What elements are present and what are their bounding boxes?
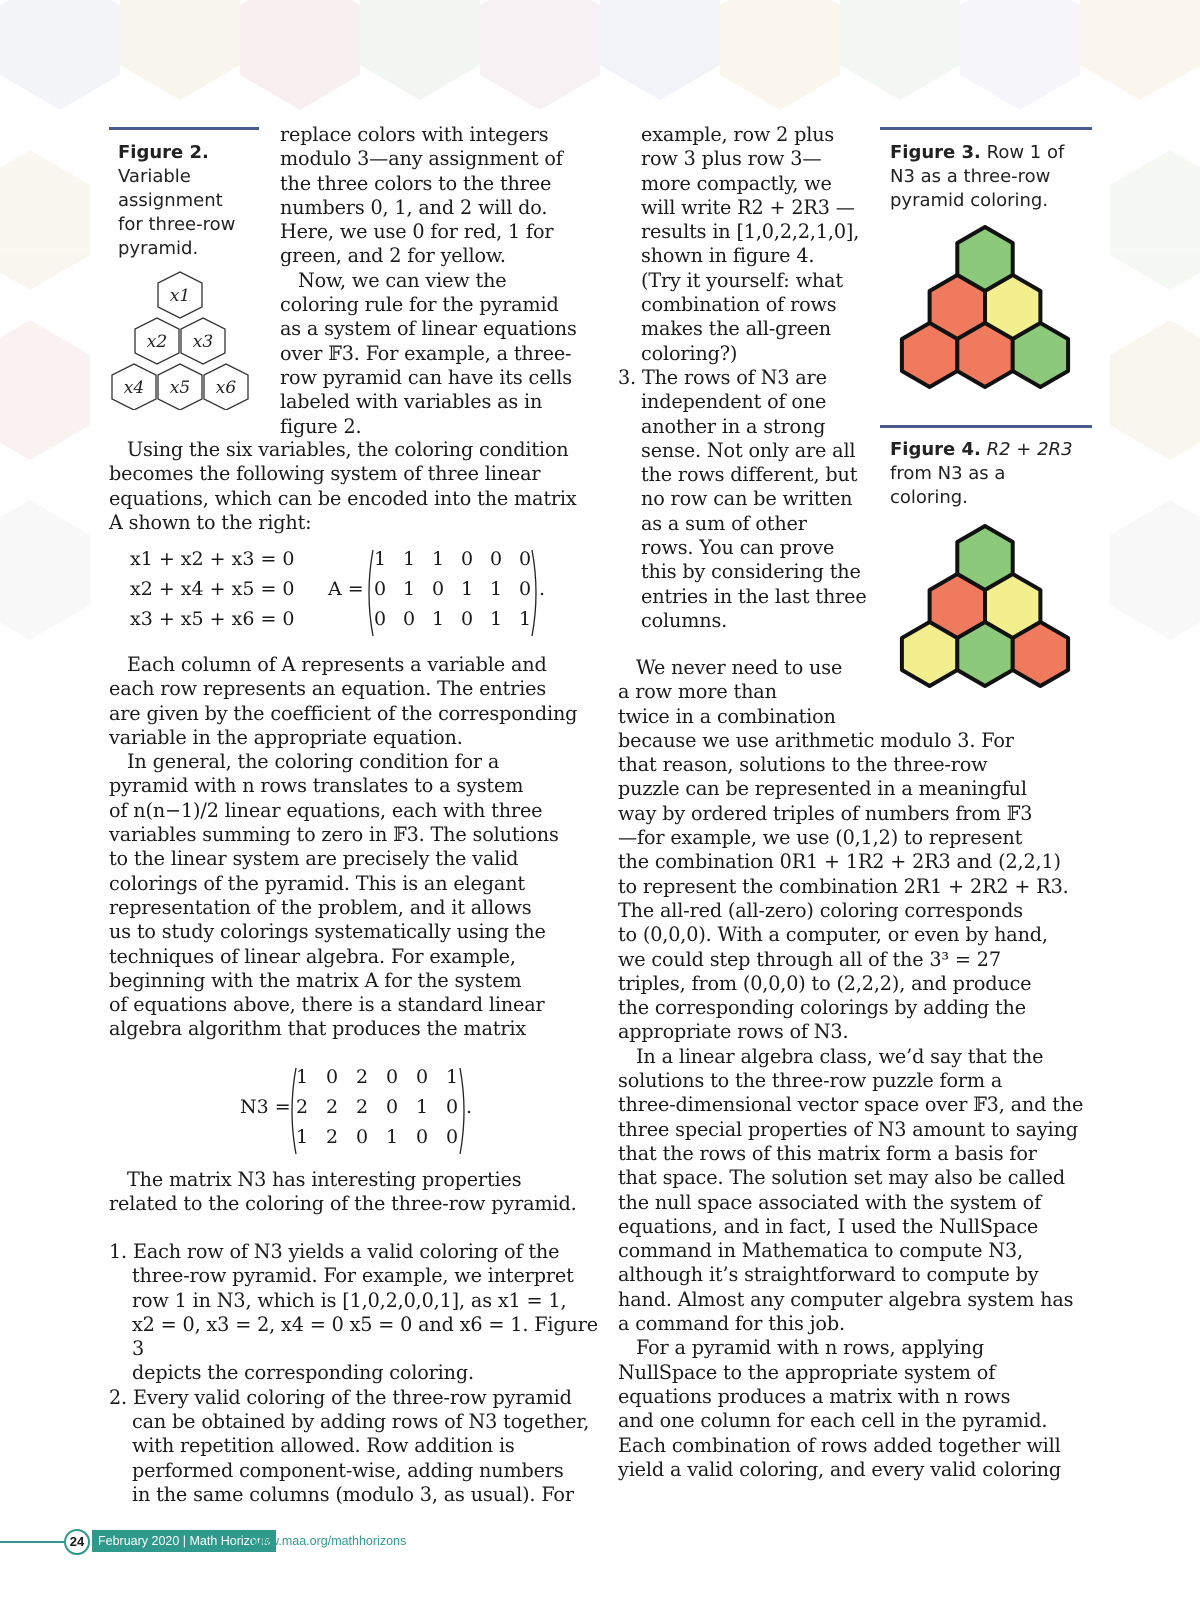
text-line: 1. Each row of N3 yields a valid coloring of the	[109, 1240, 560, 1263]
text-line: row 1 in N3, which is [1,0,2,0,0,1], as x1 = 1,	[132, 1288, 567, 1312]
list-item-2	[109, 1386, 599, 1507]
text-line: rows. You can prove	[641, 536, 835, 560]
cell-label: x5	[169, 378, 191, 398]
figure2-caption-line: for three-row	[118, 214, 236, 235]
text-line: coloring?)	[641, 341, 738, 365]
numbered-list-col1	[109, 1240, 599, 1507]
text-line: In a linear algebra class, we’d say that the	[636, 1044, 1044, 1068]
text-line: yield a valid coloring, and every valid coloring	[618, 1457, 1061, 1481]
text-line: variables summing to zero in 𝔽3. The solutions	[109, 823, 559, 847]
matrix-entry: 1	[431, 608, 445, 630]
matrix-entry: 0	[415, 1066, 429, 1088]
figure4-caption-line: from N3 as a	[890, 463, 1006, 484]
text-line: the rows different, but	[641, 463, 858, 487]
issue-badge	[92, 1530, 276, 1552]
text-line: sense. Not only are all	[641, 438, 856, 462]
matrix-entry: 1	[415, 1096, 429, 1118]
text-line: becomes the following system of three linear	[109, 462, 541, 486]
text-line: we could step through all of the 3³ = 27	[618, 947, 1001, 971]
text-line: are given by the coefficient of the corresponding	[109, 701, 578, 725]
text-line: labeled with variables as in	[280, 390, 543, 414]
page-number-badge	[64, 1529, 90, 1555]
text-line: figure 2.	[280, 414, 362, 438]
matrix-entry: 1	[445, 1066, 459, 1088]
text-line: In general, the coloring condition for a	[127, 750, 500, 774]
figure4-label: Figure 4.	[890, 439, 981, 460]
text-line: Using the six variables, the coloring condition	[127, 438, 569, 461]
matrix-entry: 2	[325, 1126, 339, 1148]
figure3-caption-line: Row 1 of	[986, 142, 1065, 163]
text-line: Here, we use 0 for red, 1 for	[280, 220, 554, 244]
text-line: in the same columns (modulo 3, as usual). For	[132, 1482, 574, 1506]
text-line: entries in the last three	[641, 584, 867, 608]
text-line: equations, and in fact, I used the NullSpace	[618, 1214, 1039, 1238]
page-number: 24	[69, 1534, 85, 1549]
matrix-entry: 1	[373, 548, 387, 570]
col2-never-paragraph	[618, 656, 1098, 1482]
text-line: results in [1,0,2,2,1,0],	[641, 220, 860, 244]
matrix-entry: 1	[402, 548, 416, 570]
text-line: green, and 2 for yellow.	[280, 244, 506, 268]
text-line: variable in the appropriate equation.	[109, 725, 463, 749]
text-line: each row represents an equation. The entries	[109, 677, 547, 701]
text-line: representation of the problem, and it allows	[109, 895, 532, 919]
text-line: independent of one	[641, 390, 827, 414]
text-line: techniques of linear algebra. For example,	[109, 944, 516, 968]
text-line: equations, which can be encoded into the matrix	[109, 486, 577, 510]
text-line: makes the all-green	[641, 317, 831, 341]
text-line: a row more than	[618, 680, 777, 704]
matrix-entry: 2	[325, 1096, 339, 1118]
col2-example-block	[618, 123, 873, 633]
footer-rule	[0, 1541, 64, 1543]
matrix-n3-label: N3 =	[240, 1096, 291, 1118]
text-line: A shown to the right:	[109, 510, 312, 534]
text-line: the three colors to the three	[280, 171, 552, 195]
text-line: numbers 0, 1, and 2 will do.	[280, 195, 548, 219]
equation: x1 + x2 + x3 = 0	[130, 548, 295, 570]
footer-url-link[interactable]: www.maa.org/mathhorizons	[252, 1534, 407, 1548]
matrix-entry: 0	[373, 608, 387, 630]
issue-text: February 2020 | Math Horizons	[98, 1534, 271, 1548]
text-line: will write R2 + 2R3 —	[641, 195, 855, 219]
cell-label: x6	[215, 378, 237, 398]
text-line: algebra algorithm that produces the matrix	[109, 1017, 526, 1041]
col1-matrix-paragraph	[109, 1168, 599, 1217]
text-line: to (0,0,0). With a computer, or even by hand,	[618, 923, 1048, 947]
matrix-entry: 1	[385, 1126, 399, 1148]
matrix-entry: 2	[295, 1096, 309, 1118]
matrix-entry: 0	[518, 548, 532, 570]
text-line: three special properties of N3 amount to saying	[618, 1117, 1078, 1141]
text-line: The all-red (all-zero) coloring corresponds	[618, 898, 1023, 922]
matrix-entry: 0	[402, 608, 416, 630]
text-line: no row can be written	[641, 487, 853, 511]
text-line: The matrix N3 has interesting properties	[127, 1168, 522, 1191]
text-line: the null space associated with the system of	[618, 1190, 1042, 1214]
figure3-caption-line: N3 as a three-row	[890, 166, 1051, 187]
matrix-entry: 0	[385, 1096, 399, 1118]
matrix-entry: 1	[295, 1126, 309, 1148]
figure4-title: R2 + 2R3	[986, 439, 1073, 460]
matrix-entry: 0	[385, 1066, 399, 1088]
matrix-entry: 0	[460, 548, 474, 570]
text-line: because we use arithmetic modulo 3. For	[618, 728, 1014, 752]
text-line: to represent the combination 2R1 + 2R2 + R3.	[618, 874, 1069, 898]
text-line: and one column for each cell in the pyramid.	[618, 1409, 1048, 1433]
matrix-entry: 1	[402, 578, 416, 600]
text-line: of equations above, there is a standard linear	[109, 993, 545, 1017]
text-line: command in Mathematica to compute N3,	[618, 1239, 1023, 1263]
text-line: combination of rows	[641, 293, 837, 317]
text-line: as a system of linear equations	[280, 317, 577, 341]
text-line: with repetition allowed. Row addition is	[132, 1434, 515, 1458]
matrix-entry: 0	[415, 1126, 429, 1148]
text-line: although it’s straightforward to compute by	[618, 1263, 1039, 1287]
matrix-entry: 1	[460, 578, 474, 600]
figure2-caption-line: pyramid.	[118, 238, 199, 259]
equation: x3 + x5 + x6 = 0	[130, 608, 295, 630]
list-item-3	[618, 366, 873, 633]
text-line: depicts the corresponding coloring.	[132, 1361, 474, 1385]
figure4-caption	[890, 438, 1090, 510]
figure2-label: Figure 2.	[118, 142, 209, 163]
text-line: 3. The rows of N3 are	[618, 365, 827, 389]
col1-using-paragraph	[109, 438, 599, 535]
pyramid-cell-red	[902, 323, 957, 387]
figure2-variable-pyramid	[108, 268, 258, 410]
matrix-n3: 1 0 2 0 0 1 2 2 2 0 1 0 1 2 0 1 0 0 .	[290, 1066, 475, 1156]
matrix-entry: 2	[355, 1096, 369, 1118]
figure2-caption	[118, 141, 258, 261]
text-line: Now, we can view the	[298, 268, 507, 292]
matrix-a: 1 1 1 0 0 0 0 1 0 1 1 0 0 0 1 0 1 1 .	[365, 548, 545, 638]
figure2-caption-line: Variable	[118, 166, 191, 187]
text-line: pyramid with n rows translates to a system	[109, 774, 524, 798]
figure2-rule	[109, 127, 259, 130]
text-line: x2 = 0, x3 = 2, x4 = 0 x5 = 0 and x6 = 1. Figure 3	[132, 1312, 598, 1361]
text-line: that the rows of this matrix form a basis for	[618, 1141, 1037, 1165]
text-line: beginning with the matrix A for the system	[109, 968, 522, 992]
matrix-entry: 1	[295, 1066, 309, 1088]
figure4-rule	[880, 425, 1092, 428]
text-line: solutions to the three-row puzzle form a	[618, 1069, 1003, 1093]
matrix-entry: 0	[445, 1096, 459, 1118]
figure3-label: Figure 3.	[890, 142, 981, 163]
matrix-entry: 0	[325, 1066, 339, 1088]
matrix-entry: 0	[518, 578, 532, 600]
figure2-caption-line: assignment	[118, 190, 223, 211]
figure3-colored-pyramid	[890, 223, 1080, 389]
text-line: —for example, we use (0,1,2) to represent	[618, 826, 1023, 850]
matrix-entry: 1	[489, 578, 503, 600]
text-line: can be obtained by adding rows of N3 together,	[132, 1410, 590, 1434]
matrix-entry: 1	[518, 608, 532, 630]
text-line: columns.	[641, 608, 728, 632]
cell-label: x3	[192, 332, 214, 352]
col1-each-paragraph	[109, 653, 599, 1042]
matrix-entry: 0	[489, 548, 503, 570]
matrix-entry: 0	[445, 1126, 459, 1148]
text-line: that reason, solutions to the three-row	[618, 753, 988, 777]
text-line: (Try it yourself: what	[641, 268, 843, 292]
matrix-entry: 2	[355, 1066, 369, 1088]
cell-label: x4	[123, 378, 145, 398]
figure3-caption-line: pyramid coloring.	[890, 190, 1049, 211]
cell-label: x2	[146, 332, 168, 352]
text-line: example, row 2 plus	[641, 123, 835, 146]
figure3-caption	[890, 141, 1090, 213]
text-line: of n(n−1)/2 linear equations, each with three	[109, 798, 543, 822]
text-line: colorings of the pyramid. This is an elegant	[109, 871, 525, 895]
text-line: a command for this job.	[618, 1312, 845, 1336]
text-line: row 3 plus row 3—	[641, 147, 822, 171]
equation: x2 + x4 + x5 = 0	[130, 578, 295, 600]
text-line: triples, from (0,0,0) to (2,2,2), and produce	[618, 971, 1032, 995]
text-line: Each column of A represents a variable and	[127, 653, 547, 676]
text-line: more compactly, we	[641, 171, 832, 195]
text-line: row pyramid can have its cells	[280, 365, 572, 389]
text-line: the corresponding colorings by adding the	[618, 996, 1026, 1020]
matrix-entry: 1	[431, 548, 445, 570]
matrix-a-label: A =	[328, 578, 364, 600]
figure4-caption-line: coloring.	[890, 487, 968, 508]
figure3-rule	[880, 127, 1092, 130]
equation-system	[130, 548, 330, 638]
text-line: three-dimensional vector space over 𝔽3, and the	[618, 1093, 1084, 1117]
matrix-entry: 0	[460, 608, 474, 630]
footer	[0, 1528, 1200, 1558]
matrix-entry: 0	[373, 578, 387, 600]
text-line: another in a strong	[641, 414, 826, 438]
text-line: performed component-wise, adding numbers	[132, 1458, 564, 1482]
text-line: related to the coloring of the three-row pyramid.	[109, 1192, 577, 1216]
text-line: to the linear system are precisely the valid	[109, 847, 519, 871]
pyramid-cell-red	[957, 323, 1012, 387]
text-line: three-row pyramid. For example, we interpret	[132, 1264, 574, 1288]
text-line: modulo 3—any assignment of	[280, 147, 563, 171]
text-line: hand. Almost any computer algebra system has	[618, 1287, 1074, 1311]
text-line: this by considering the	[641, 560, 861, 584]
text-line: twice in a combination	[618, 704, 836, 728]
matrix-entry: 1	[489, 608, 503, 630]
text-line: puzzle can be represented in a meaningful	[618, 777, 1027, 801]
text-line: NullSpace to the appropriate system of	[618, 1360, 996, 1384]
text-line: 2. Every valid coloring of the three-row pyramid	[109, 1385, 572, 1409]
text-line: appropriate rows of N3.	[618, 1020, 849, 1044]
text-line: We never need to use	[636, 656, 843, 679]
text-line: over 𝔽3. For example, a three-	[280, 341, 572, 365]
text-line: way by ordered triples of numbers from 𝔽3	[618, 801, 1033, 825]
text-line: replace colors with integers	[280, 123, 549, 146]
text-line: coloring rule for the pyramid	[280, 293, 559, 317]
text-line: Each combination of rows added together will	[618, 1433, 1061, 1457]
text-line: equations produces a matrix with n rows	[618, 1384, 1011, 1408]
text-line: as a sum of other	[641, 511, 807, 535]
matrix-entry: 0	[355, 1126, 369, 1148]
text-line: us to study colorings systematically using the	[109, 920, 546, 944]
cell-label: x1	[169, 286, 191, 306]
col1-intro-block	[280, 123, 590, 439]
text-line: the combination 0R1 + 1R2 + 2R3 and (2,2,1)	[618, 850, 1061, 874]
text-line: shown in figure 4.	[641, 244, 815, 268]
pyramid-cell-green	[1013, 323, 1068, 387]
matrix-entry: 0	[431, 578, 445, 600]
text-line: For a pyramid with n rows, applying	[636, 1336, 984, 1360]
text-line: that space. The solution set may also be called	[618, 1166, 1065, 1190]
list-item-1	[109, 1240, 599, 1386]
